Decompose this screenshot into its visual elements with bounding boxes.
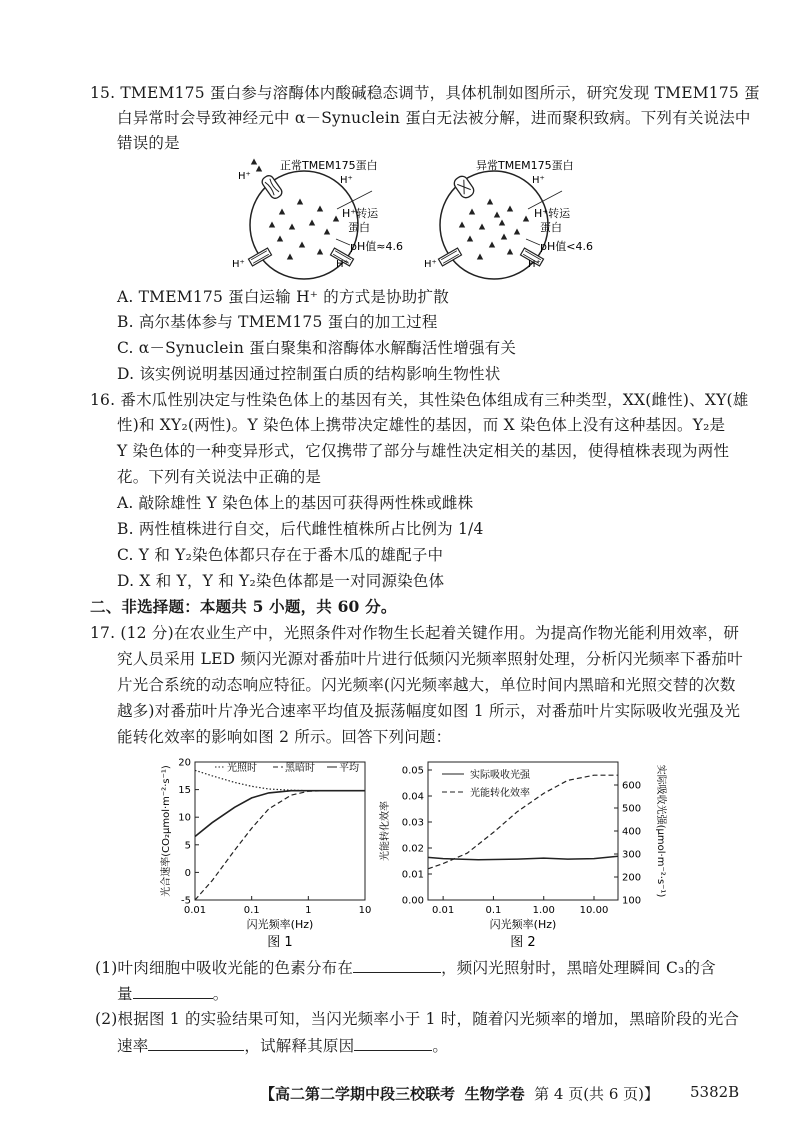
q17-stem-line-5: 能转化效率的影响如图 2 所示。回答下列问题： <box>117 728 452 746</box>
answer-blank-3[interactable] <box>148 1034 244 1051</box>
x-tick-label: 1 <box>305 905 312 916</box>
legend-label: 光能转化效率 <box>470 788 530 799</box>
y-tick-label: -5 <box>181 895 191 907</box>
q16-stem-line-2: 性)和 XY₂(两性)。Y 染色体上携带决定雄性的基因，而 X 染色体上没有这种基因。Y₂是 <box>117 416 726 434</box>
h-ion-label: H⁺ <box>528 259 541 270</box>
q15-option-c: C. α－Synuclein 蛋白聚集和溶酶体水解酶活性增强有关 <box>117 339 517 357</box>
transporter-label-2: 蛋白 <box>348 221 370 234</box>
x-tick-label: 0.01 <box>432 905 455 916</box>
q17-sub2-text-d: 。 <box>432 1037 449 1055</box>
q17-sub2-cont <box>117 1034 448 1057</box>
q17-stem-line-2: 究人员采用 LED 频闪光源对番茄叶片进行低频闪光频率照射处理，分析闪光频率下番茄叶 <box>117 650 743 668</box>
y-tick-label: 0 <box>184 867 191 879</box>
plot-frame <box>428 762 618 900</box>
q15-option-b: B. 高尔基体参与 TMEM175 蛋白的加工过程 <box>117 313 438 331</box>
h-ion-label: H⁺ <box>532 175 545 186</box>
legend-label: 实际吸收光强 <box>470 770 530 781</box>
q17-sub2-text-b: 速率 <box>117 1037 149 1055</box>
figure-1-chart <box>155 750 395 950</box>
footer-page-number: 第 4 页(共 6 页)】 <box>534 1085 659 1103</box>
x-tick-label: 10 <box>358 905 372 916</box>
h-ion-label: H⁺ <box>232 259 245 270</box>
footer-subject: 生物学卷 <box>464 1085 525 1103</box>
y-left-tick-label: 0.05 <box>401 765 424 777</box>
q16-option-a: A. 敲除雄性 Y 染色体上的基因可获得两性株或雌株 <box>117 494 474 512</box>
q16-stem-line-3: Y 染色体的一种变异形式，它仅携带了部分与雄性决定相关的基因，使得植株表现为两性 <box>117 442 730 460</box>
y-left-tick-label: 0.04 <box>401 791 424 803</box>
y-left-axis-label: 光能转化效率 <box>380 801 391 861</box>
y-right-axis-label: 实际吸收光强(μmol·m⁻²·s⁻¹) <box>655 764 666 898</box>
footer <box>260 1083 659 1104</box>
transporter-label-1: H⁺转运 <box>342 207 379 220</box>
series-line-平均 <box>195 791 365 837</box>
series-line-实际吸收光强 <box>428 856 618 860</box>
answer-blank-4[interactable] <box>354 1034 432 1051</box>
legend-label: 光照时 <box>227 763 257 774</box>
q17-sub1-text-d: 。 <box>212 985 229 1003</box>
y-tick-label: 10 <box>178 812 191 824</box>
section-2-heading: 二、非选择题：本题共 5 小题，共 60 分。 <box>90 597 397 616</box>
q17-stem-line-4: 越多)对番茄叶片净光合速率平均值及振荡幅度如图 1 所示，对番茄叶片实际吸收光强及光 <box>117 702 741 720</box>
y-tick-label: 20 <box>178 757 191 769</box>
figure-caption: 图 2 <box>510 935 536 950</box>
y-axis-label: 光合速率(CO₂μmol·m⁻²·s⁻¹) <box>161 765 172 897</box>
lysosome-figure <box>232 157 652 282</box>
figure-caption: 图 1 <box>267 935 293 950</box>
x-tick-label: 0.1 <box>243 905 260 916</box>
q15-stem-line-1: 15. TMEM175 蛋白参与溶酶体内酸碱稳态调节，具体机制如图所示，研究发现 TMEM175 蛋 <box>90 84 760 102</box>
q17-stem-line-1: 17. (12 分)在农业生产中，光照条件对作物生长起着关键作用。为提高作物光能利用效率，研 <box>90 624 740 642</box>
ph-label: pH值≈4.6 <box>350 240 403 253</box>
answer-blank-1[interactable] <box>353 956 441 973</box>
x-axis-label: 闪光频率(Hz) <box>489 918 557 931</box>
y-right-tick-label: 500 <box>622 803 642 815</box>
x-tick-label: 0.01 <box>183 905 207 916</box>
figure-2-chart <box>378 750 668 950</box>
y-tick-label: 5 <box>184 840 191 852</box>
q17-sub2: (2)根据图 1 的实验结果可知，当闪光频率小于 1 时，随着闪光频率的增加，黑暗阶段的光合 <box>95 1010 740 1028</box>
h-ion-label: H⁺ <box>336 259 349 270</box>
y-tick-label: 15 <box>178 785 191 797</box>
q17-stem-line-3: 片光合系统的动态响应特征。闪光频率(闪光频率越大，单位时间内黑暗和光照交替的次数 <box>117 676 736 694</box>
x-tick-label: 0.1 <box>485 905 502 916</box>
q17-sub2-text-c: ，试解释其原因 <box>244 1037 355 1055</box>
y-left-tick-label: 0.01 <box>401 869 424 881</box>
q16-stem-line-4: 花。下列有关说法中正确的是 <box>117 468 322 486</box>
ph-label: pH值<4.6 <box>540 240 593 253</box>
plot-frame <box>195 762 365 900</box>
x-axis-label: 闪光频率(Hz) <box>246 918 314 931</box>
q17-sub1-text-c: 量 <box>117 985 133 1003</box>
q17-sub1-text-b: ，频闪光照射时，黑暗处理瞬间 C₃的含 <box>441 959 716 977</box>
h-ion-label: H⁺ <box>238 171 251 182</box>
q16-option-b: B. 两性植株进行自交，后代雌性植株所占比例为 1/4 <box>117 520 484 538</box>
q17-sub1 <box>95 956 716 979</box>
q15-stem-line-3: 错误的是 <box>117 134 180 152</box>
y-left-tick-label: 0.00 <box>401 895 424 907</box>
q16-option-d: D. X 和 Y，Y 和 Y₂染色体都是一对同源染色体 <box>117 572 445 590</box>
q15-option-a: A. TMEM175 蛋白运输 H⁺ 的方式是协助扩散 <box>117 288 449 306</box>
footer-code: 5382B <box>690 1083 740 1101</box>
h-ion-label: H⁺ <box>424 259 437 270</box>
q17-sub1-cont <box>117 982 228 1005</box>
q15-option-d: D. 该实例说明基因通过控制蛋白质的结构影响生物性状 <box>117 365 501 383</box>
q16-stem-line-1: 16. 番木瓜性别决定与性染色体上的基因有关，其性染色体组成有三种类型，XX(雌性)、XY(雄 <box>90 391 749 409</box>
legend-label: 黑暗时 <box>285 763 315 774</box>
y-right-tick-label: 200 <box>622 872 642 884</box>
abnormal-tmem175-label: 异常TMEM175蛋白 <box>476 159 574 172</box>
transporter-label-2: 蛋白 <box>540 221 562 234</box>
legend-label: 平均 <box>339 763 359 774</box>
h-ion-label: H⁺ <box>340 175 353 186</box>
x-tick-label: 10.00 <box>579 905 609 916</box>
answer-blank-2[interactable] <box>133 982 213 999</box>
normal-tmem175-label: 正常TMEM175蛋白 <box>280 159 378 172</box>
y-left-tick-label: 0.03 <box>401 817 424 829</box>
y-right-tick-label: 300 <box>622 849 642 861</box>
y-right-tick-label: 400 <box>622 826 642 838</box>
series-line-黑暗时 <box>195 791 365 900</box>
y-right-tick-label: 100 <box>622 895 642 907</box>
y-right-tick-label: 600 <box>622 780 642 792</box>
q17-sub1-text-a: (1)叶肉细胞中吸收光能的色素分布在 <box>95 959 354 977</box>
q16-option-c: C. Y 和 Y₂染色体都只存在于番木瓜的雄配子中 <box>117 546 444 564</box>
x-tick-label: 1.00 <box>532 905 555 916</box>
footer-exam-name: 【高二第二学期中段三校联考 <box>260 1085 456 1103</box>
y-left-tick-label: 0.02 <box>401 843 424 855</box>
transporter-label-1: H⁺转运 <box>534 207 571 220</box>
q15-stem-line-2: 白异常时会导致神经元中 α－Synuclein 蛋白无法被分解，进而聚积致病。下列有关说法中 <box>117 109 751 127</box>
